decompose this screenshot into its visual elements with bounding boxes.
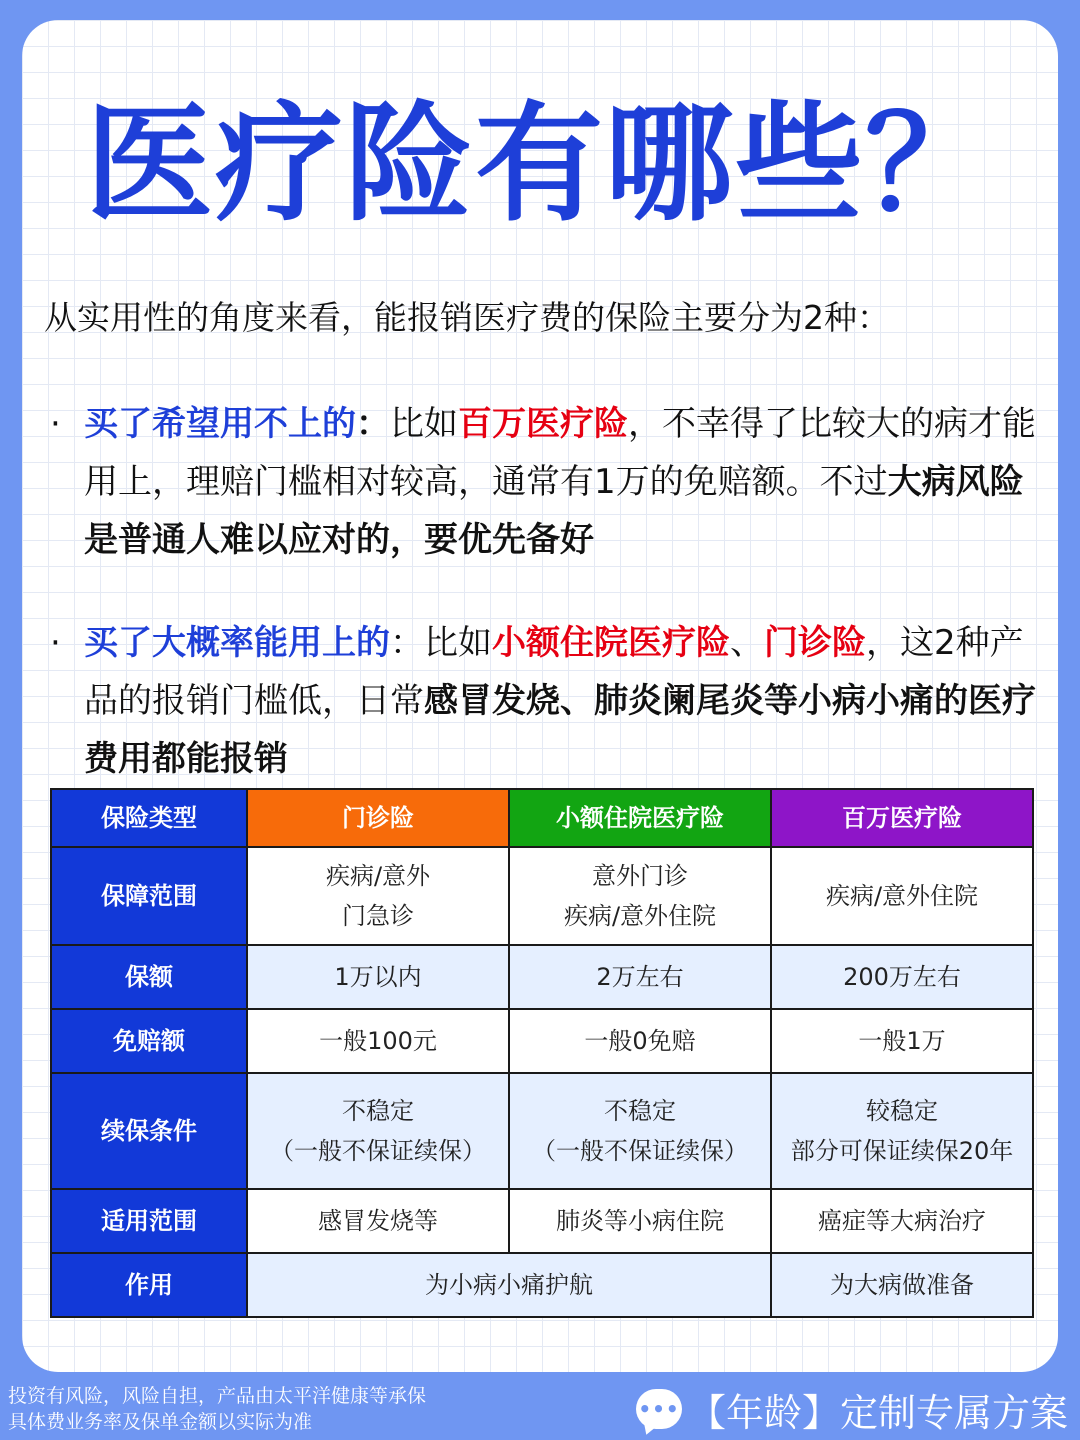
table-row xyxy=(51,1073,1033,1189)
header-million-medical: 百万医疗险 xyxy=(771,789,1033,847)
row-header: 适用范围 xyxy=(51,1189,247,1253)
custom-plan-cta[interactable] xyxy=(636,1382,1076,1436)
intro-text: 从实用性的角度来看，能报销医疗费的保险主要分为2种： xyxy=(44,298,890,337)
cell-line: （一般不保证续保） xyxy=(270,1137,486,1165)
table-cell: 2万左右 xyxy=(509,945,771,1009)
bullet-label: 买了希望用不上的 xyxy=(84,404,356,444)
bullet-text: ，不幸得了比较大的病才能用上，理赔门槛相对较高，通常有1万的免赔额。不过 xyxy=(84,404,1036,502)
table-cell xyxy=(509,847,771,945)
product-name: 门诊险 xyxy=(764,623,866,663)
cell-line: 疾病/意外 xyxy=(325,862,431,890)
page-title: 医疗险有哪些？ xyxy=(84,90,995,239)
table-row xyxy=(51,1253,1033,1317)
table-cell xyxy=(247,847,509,945)
table-cell: 一般100元 xyxy=(247,1009,509,1073)
cell-line: （一般不保证续保） xyxy=(532,1137,748,1165)
bullet-paragraph-2 xyxy=(50,614,1039,788)
cell-line: 较稳定 xyxy=(866,1097,938,1125)
bullet-label: 买了大概率能用上的 xyxy=(84,623,390,663)
table-cell: 肺炎等小病住院 xyxy=(509,1189,771,1253)
product-name: 小额住院医疗险 xyxy=(492,623,730,663)
cell-line: 不稳定 xyxy=(342,1097,414,1125)
table-cell: 一般1万 xyxy=(771,1009,1033,1073)
header-type: 保险类型 xyxy=(51,789,247,847)
cell-line: 疾病/意外住院 xyxy=(825,882,979,910)
bullet-emphasis: 大病风险是普通人难以应对的，要优先备好 xyxy=(84,462,1024,560)
bullet-dot: · xyxy=(50,623,61,663)
table-cell: 为大病做准备 xyxy=(771,1253,1033,1317)
disclaimer xyxy=(8,1383,528,1435)
table-row xyxy=(51,1009,1033,1073)
bullet-text: ，这2种产品的报销门槛低，日常 xyxy=(84,623,1024,721)
bullet-colon: ： xyxy=(356,404,390,444)
disclaimer-line: 具体费业务率及保单金额以实际为准 xyxy=(8,1411,313,1433)
bullet-text: 比如 xyxy=(424,623,492,663)
cell-line: 疾病/意外住院 xyxy=(563,902,717,930)
bullet-emphasis: 感冒发烧、肺炎阑尾炎等小病小痛的医疗费用都能报销 xyxy=(84,681,1036,779)
table-cell: 感冒发烧等 xyxy=(247,1189,509,1253)
bullet-separator: 、 xyxy=(730,623,764,663)
cell-line: 门急诊 xyxy=(342,902,414,930)
chat-dots: ••• xyxy=(638,1397,680,1421)
table-cell: 癌症等大病治疗 xyxy=(771,1189,1033,1253)
table-cell xyxy=(509,1073,771,1189)
table-cell: 一般0免赔 xyxy=(509,1009,771,1073)
header-outpatient: 门诊险 xyxy=(247,789,509,847)
bullet-colon: ： xyxy=(390,623,424,663)
table-cell xyxy=(771,847,1033,945)
table-row xyxy=(51,1189,1033,1253)
cell-line: 意外门诊 xyxy=(592,862,688,890)
row-header: 保障范围 xyxy=(51,847,247,945)
table-cell: 200万左右 xyxy=(771,945,1033,1009)
insurance-comparison-table xyxy=(50,788,1034,1318)
row-header: 保额 xyxy=(51,945,247,1009)
product-name: 百万医疗险 xyxy=(458,404,628,444)
content-card xyxy=(22,20,1058,1372)
bullet-dot: · xyxy=(50,404,61,444)
cta-text[interactable]: 【年龄】定制专属方案 xyxy=(688,1390,1069,1435)
row-header: 作用 xyxy=(51,1253,247,1317)
cell-line: 部分可保证续保20年 xyxy=(790,1137,1014,1165)
cell-line: 不稳定 xyxy=(604,1097,676,1125)
table-cell xyxy=(771,1073,1033,1189)
chat-bubble-icon xyxy=(636,1389,682,1429)
bullet-paragraph-1 xyxy=(50,395,1039,569)
table-row xyxy=(51,847,1033,945)
header-small-hospital: 小额住院医疗险 xyxy=(509,789,771,847)
row-header: 免赔额 xyxy=(51,1009,247,1073)
disclaimer-line: 投资有风险，风险自担，产品由太平洋健康等承保 xyxy=(8,1385,427,1407)
bullet-text: 比如 xyxy=(390,404,458,444)
table-header-row xyxy=(51,789,1033,847)
row-header: 续保条件 xyxy=(51,1073,247,1189)
table-row xyxy=(51,945,1033,1009)
table-cell: 1万以内 xyxy=(247,945,509,1009)
table-cell xyxy=(247,1073,509,1189)
table-cell-merged: 为小病小痛护航 xyxy=(247,1253,771,1317)
